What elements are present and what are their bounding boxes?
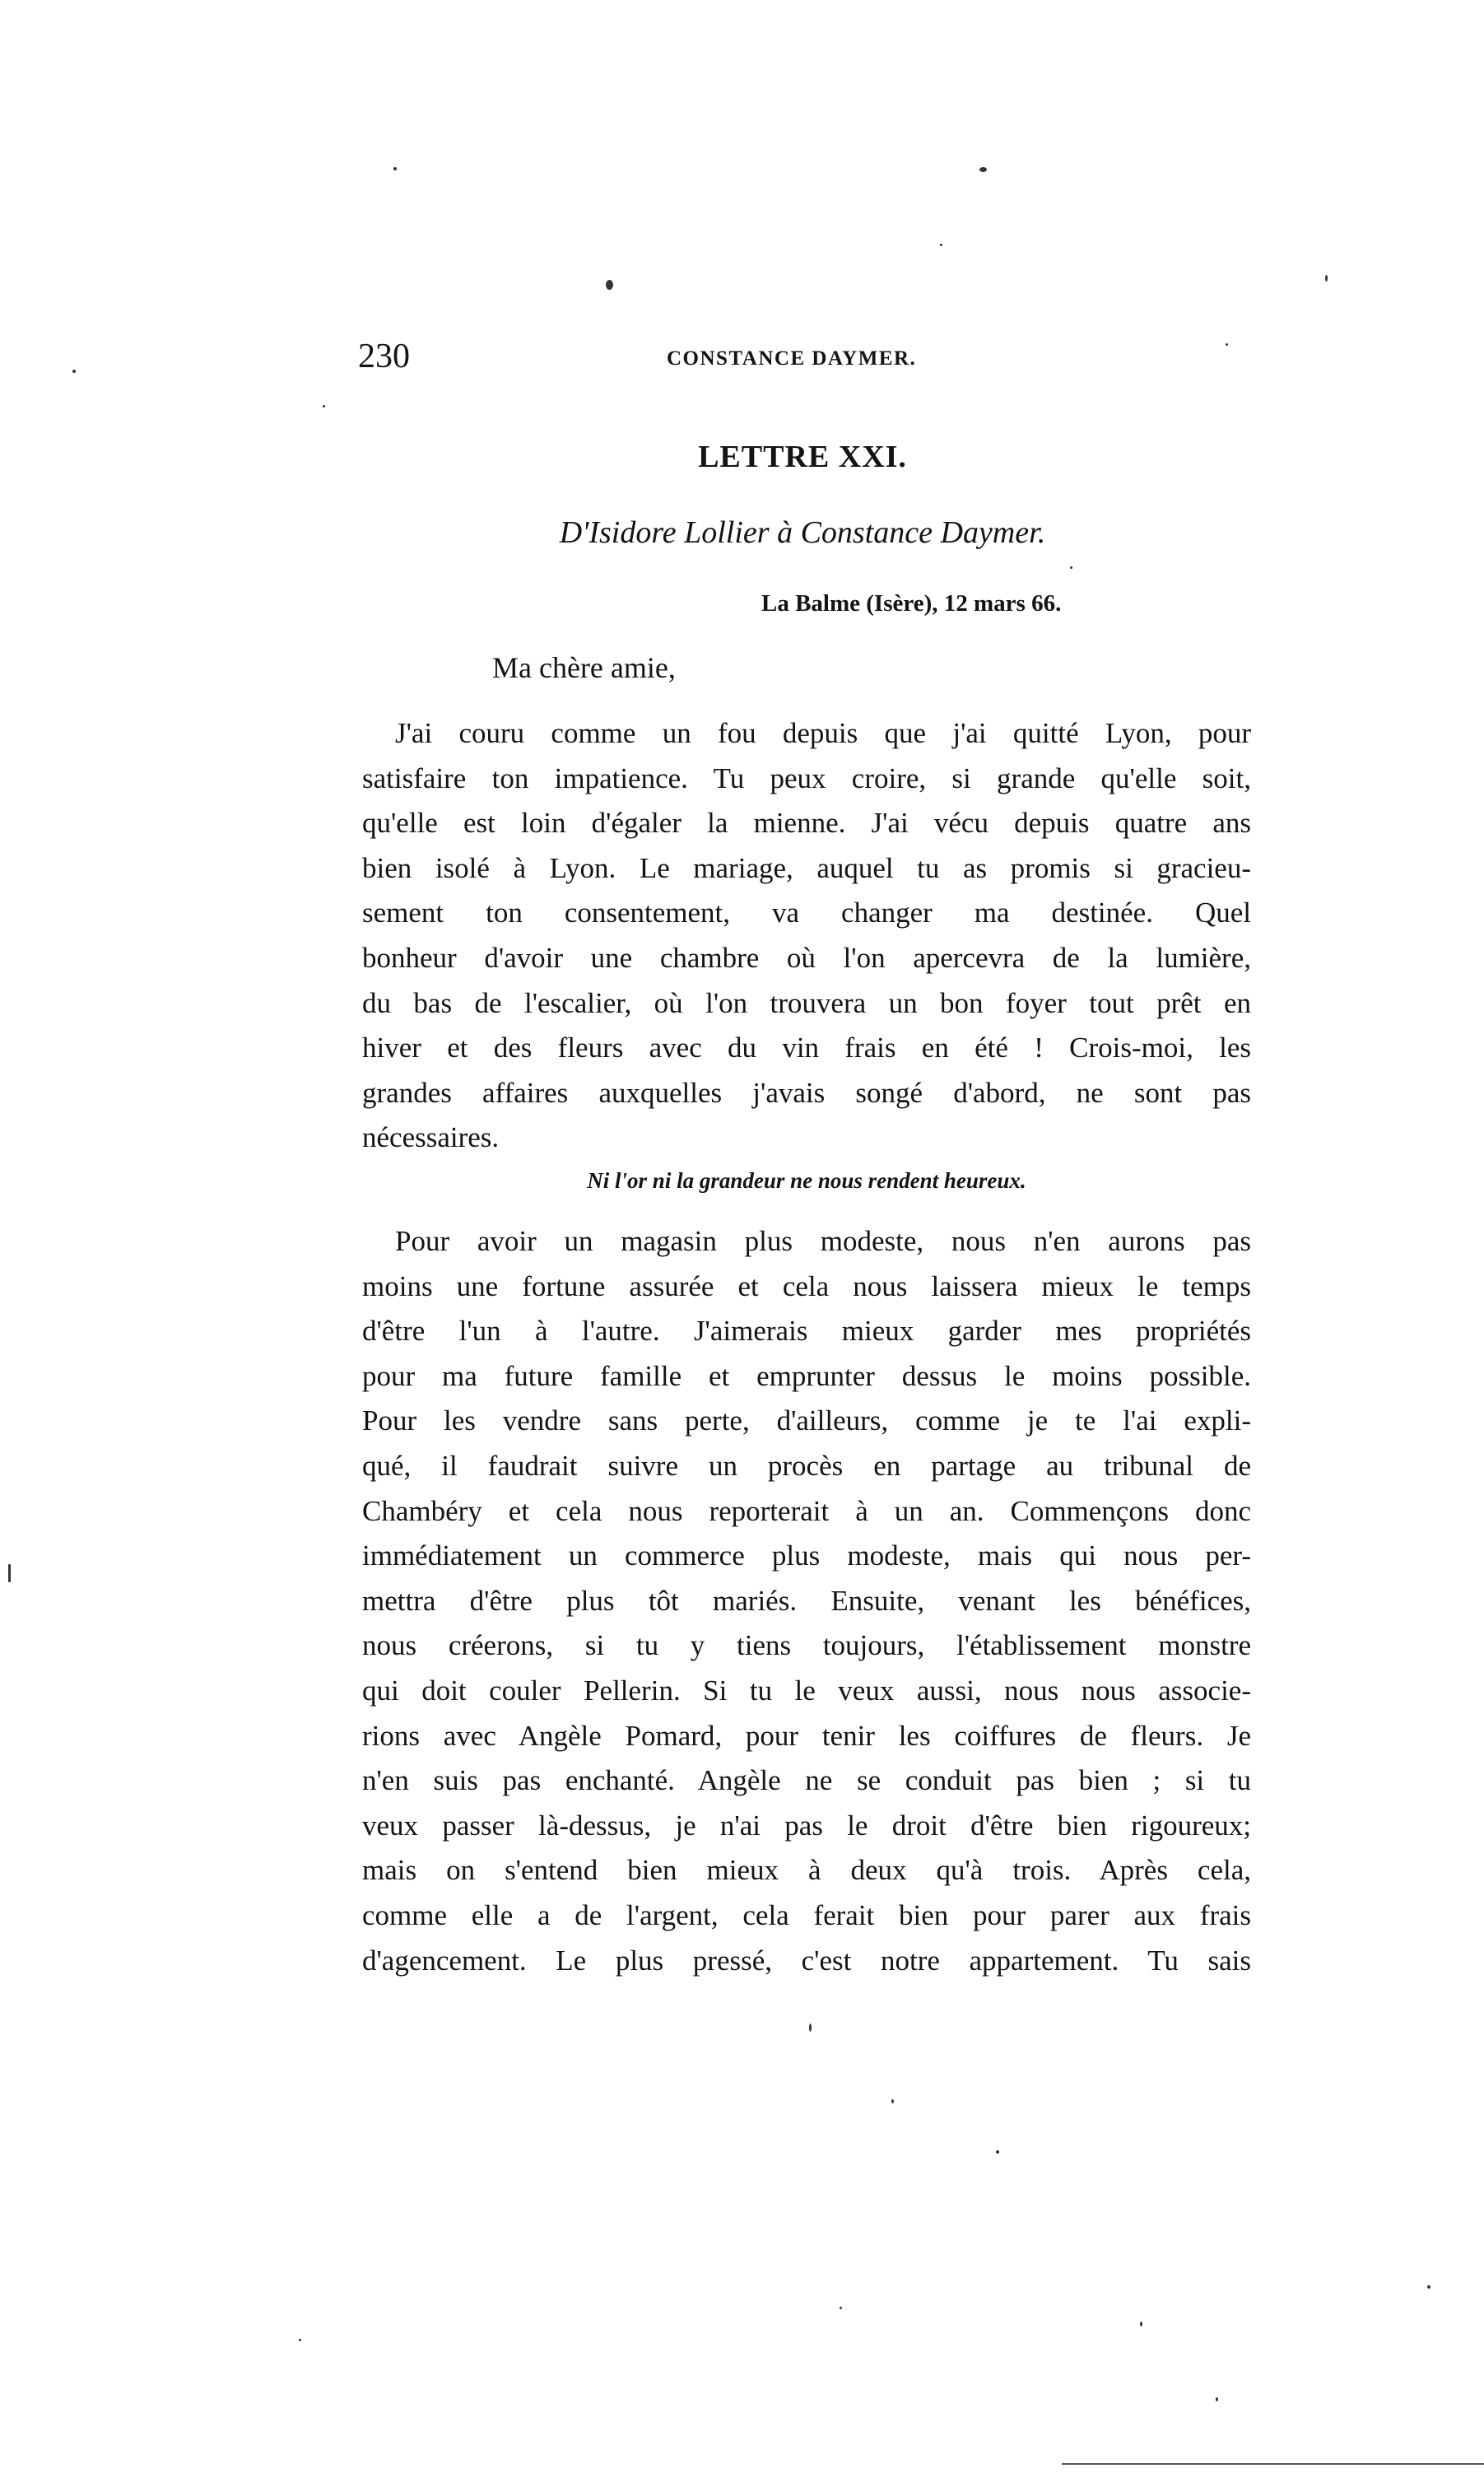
text-line: mettra d'être plus tôt mariés. Ensuite, venant les bénéfices,: [362, 1584, 1251, 1617]
text-line: Pour les vendre sans perte, d'ailleurs, comme je te l'ai expli-: [362, 1404, 1251, 1437]
scan-speck: [996, 2150, 999, 2154]
scan-speck: [323, 405, 325, 408]
text-line: d'agencement. Le plus pressé, c'est notre appartement. Tu sais: [362, 1944, 1251, 1977]
text-line: moins une fortune assurée et cela nous laissera mieux le temps: [362, 1269, 1251, 1302]
scan-speck: [809, 2024, 812, 2032]
text-line: nous créerons, si tu y tiens toujours, l'établissement monstre: [362, 1629, 1251, 1662]
scan-speck: [979, 167, 987, 172]
scan-speck: [1226, 343, 1228, 346]
letter-title: LETTRE XXI.: [698, 440, 907, 474]
text-line: mais on s'entend bien mieux à deux qu'à trois. Après cela,: [362, 1854, 1251, 1887]
text-line: veux passer là-dessus, je n'ai pas le droit d'être bien rigoureux;: [362, 1809, 1251, 1842]
text-line: bien isolé à Lyon. Le mariage, auquel tu as promis si gracieu-: [362, 851, 1251, 884]
text-line: pour ma future famille et emprunter dessus le moins possible.: [362, 1359, 1251, 1392]
text-line: bonheur d'avoir une chambre où l'on apercevra de la lumière,: [362, 941, 1251, 974]
text-line: grandes affaires auxquelles j'avais songé d'abord, ne sont pas: [362, 1076, 1251, 1109]
text-line: qué, il faudrait suivre un procès en partage au tribunal de: [362, 1449, 1251, 1482]
text-line: immédiatement un commerce plus modeste, mais qui nous per-: [362, 1539, 1251, 1572]
letter-address: D'Isidore Lollier à Constance Daymer.: [559, 515, 1046, 550]
text-line: qui doit couler Pellerin. Si tu le veux aussi, nous nous associe-: [362, 1674, 1251, 1707]
text-line: qu'elle est loin d'égaler la mienne. J'ai vécu depuis quatre ans: [362, 807, 1251, 840]
text-line: Pour avoir un magasin plus modeste, nous n'en aurons pas: [395, 1225, 1251, 1257]
text-line: nécessaires.: [362, 1121, 500, 1154]
scan-speck: [393, 167, 397, 170]
text-line: comme elle a de l'argent, cela ferait bien pour parer aux frais: [362, 1898, 1251, 1931]
scan-speck: [940, 244, 942, 246]
scan-speck: [891, 2099, 894, 2103]
text-line: sement ton consentement, va changer ma destinée. Quel: [362, 897, 1251, 929]
page-header: [358, 336, 1247, 385]
scan-speck: [299, 2339, 301, 2341]
letter-salutation: Ma chère amie,: [492, 651, 676, 684]
scan-speck: [8, 1564, 11, 1582]
text-line: n'en suis pas enchanté. Angèle ne se conduit pas bien ; si tu: [362, 1764, 1251, 1797]
text-line: du bas de l'escalier, où l'on trouvera un bon foyer tout prêt en: [362, 986, 1251, 1019]
scan-speck: [1427, 2285, 1431, 2289]
text-line: rions avec Angèle Pomard, pour tenir les coiffures de fleurs. Je: [362, 1719, 1251, 1752]
text-line: Chambéry et cela nous reporterait à un an. Commençons donc: [362, 1494, 1251, 1527]
scan-speck: [1062, 2463, 1484, 2465]
page-number: 230: [358, 338, 410, 375]
text-line: hiver et des fleurs avec du vin frais en été ! Crois-moi, les: [362, 1032, 1251, 1064]
running-title: CONSTANCE DAYMER.: [667, 347, 917, 370]
scan-speck: [1140, 2322, 1142, 2326]
scan-speck: [1325, 275, 1328, 282]
text-line: satisfaire ton impatience. Tu peux croire, si grande qu'elle soit,: [362, 761, 1251, 794]
scan-speck: [72, 370, 76, 373]
epigraph-quote: Ni l'or ni la grandeur ne nous rendent heureux.: [587, 1168, 1026, 1193]
scan-speck: [1216, 2397, 1218, 2401]
letter-dateline: La Balme (Isère), 12 mars 66.: [761, 590, 1062, 617]
text-line: J'ai couru comme un fou depuis que j'ai quitté Lyon, pour: [395, 717, 1251, 749]
paragraph-2: [362, 1219, 1251, 1983]
text-line: d'être l'un à l'autre. J'aimerais mieux garder mes propriétés: [362, 1315, 1251, 1348]
scan-speck: [606, 280, 613, 290]
paragraph-1: [362, 711, 1251, 1161]
scan-speck: [840, 2307, 842, 2309]
scan-speck: [1070, 566, 1072, 569]
